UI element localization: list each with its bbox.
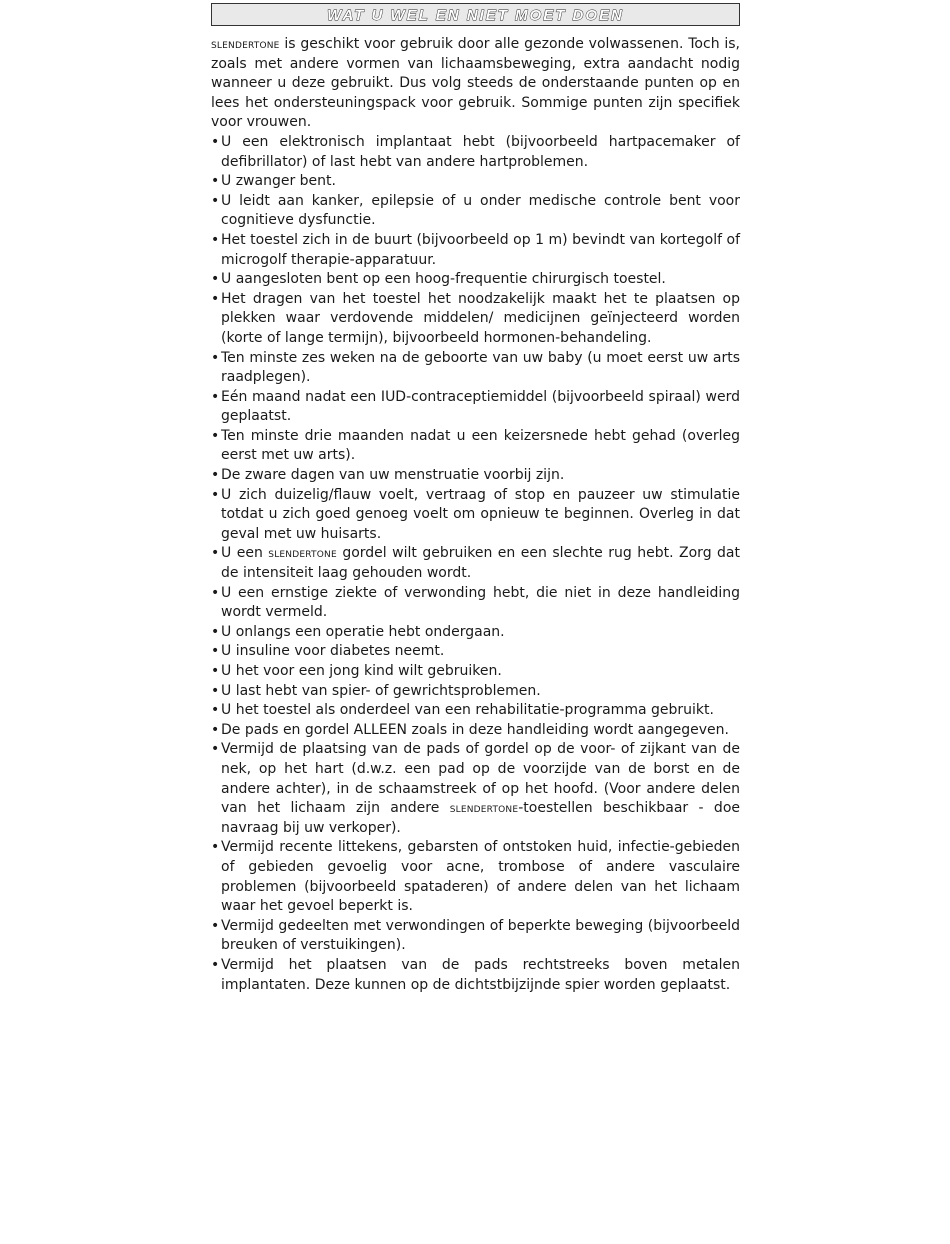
list-item: • U het toestel als onderdeel van een rehabilitatie-programma gebruikt. [211,701,740,721]
list-item: • U een ernstige ziekte of verwonding hebt, die niet in deze handleiding wordt vermeld. [211,584,740,621]
list-item: • U een elektronisch implantaat hebt (bijvoorbeeld hartpacemaker of defibrillator) of last hebt van andere hartproblemen. [211,133,740,170]
list-item: • U last hebt van spier- of gewrichtsproblemen. [211,682,740,702]
bullet-icon: • [211,584,220,601]
bullet-icon: • [211,290,220,307]
list-item: • U zich duizelig/flauw voelt, vertraag of stop en pauzeer uw stimulatie totdat u zich goed genoeg voelt om opnieuw te beginnen. Overleg in dat geval met uw huisarts. [211,486,740,542]
list-item: • U zwanger bent. [211,172,740,192]
list-item: • Ten minste zes weken na de geboorte van uw baby (u moet eerst uw arts raadplegen). [211,349,740,386]
list-item: • U het voor een jong kind wilt gebruiken. [211,662,740,682]
pad-placement-list [211,721,740,995]
brand-name: slendertone [449,801,519,817]
bullet-icon: • [211,388,220,405]
document-page [211,3,740,995]
list-item: • Ten minste drie maanden nadat u een keizersnede hebt gehad (overleg eerst met uw arts). [211,427,740,464]
bullet-icon: • [211,427,220,444]
list-item: • U leidt aan kanker, epilepsie of u onder medische controle bent voor cognitieve dysfunctie. [211,192,740,229]
list-item: • U insuline voor diabetes neemt. [211,642,740,662]
list-item: • Vermijd de plaatsing van de pads of gordel op de voor- of zijkant van de nek, op het hart (d.w.z. een pad op de voorzijde van de borst en de andere achter), in de schaamstreek of op het hoofd. (Voor andere delen van het lichaam zijn andere slendertone-toestellen beschikbaar - doe navraag bij uw verkoper). [211,741,740,836]
list-item: • U onlangs een operatie hebt ondergaan. [211,623,740,643]
bullet-icon: • [211,956,220,973]
brand-name: slendertone [268,546,337,562]
bullet-icon: • [211,741,220,758]
bullet-icon: • [211,839,220,856]
intro-text: is geschikt voor gebruik door alle gezonde volwassenen. Toch is, zoals met andere vormen van lichaamsbeweging, extra aandacht nodig wanneer u deze gebruikt. Dus volg steeds de onderstaande punten op en lees het ondersteuningspack voor gebruik. Sommige punten zijn specifiek voor vrouwen. [211,36,740,131]
bullet-icon: • [211,271,220,288]
bullet-icon: • [211,721,220,738]
bullet-icon: • [211,643,220,660]
brand-name: slendertone [211,37,280,52]
contraindications-list [211,133,740,349]
bullet-icon: • [211,663,220,679]
bullet-icon: • [211,467,220,484]
list-item: • De zware dagen van uw menstruatie voorbij zijn. [211,466,740,486]
bullet-icon: • [211,133,220,150]
list-item: • De pads en gordel ALLEEN zoals in deze handleiding wordt aangegeven. [211,721,740,741]
bullet-icon: • [211,486,220,503]
list-item: • Vermijd gedeelten met verwondingen of beperkte beweging (bijvoorbeeld breuken of verstuikingen). [211,917,740,954]
caution-list [211,486,740,721]
list-item: • Vermijd het plaatsen van de pads rechtstreeks boven metalen implantaten. Deze kunnen op de dichtstbijzijnde spier worden geplaatst. [211,956,740,993]
bullet-icon: • [211,231,220,248]
bullet-icon: • [211,545,220,562]
list-item: • Het dragen van het toestel het noodzakelijk maakt het te plaatsen op plekken waar verdovende middelen/ medicijnen geïnjecteerd worden (korte of lange termijn), bijvoorbeeld hormonen-behandeling. [211,290,740,346]
bullet-icon: • [211,682,220,699]
list-item: • Het toestel zich in de buurt (bijvoorbeeld op 1 m) bevindt van kortegolf of microgolf therapie-apparatuur. [211,231,740,268]
list-item: • U aangesloten bent op een hoog-frequentie chirurgisch toestel. [211,270,740,290]
list-item: • U een slendertone gordel wilt gebruiken en een slechte rug hebt. Zorg dat de intensiteit laag gehouden wordt. [211,545,741,582]
list-item: • Vermijd recente littekens, gebarsten of ontstoken huid, infectie-gebieden of gebieden gevoelig voor acne, trombose of andere vasculaire problemen (bijvoorbeeld spataderen) of andere delen van het lichaam waar het gevoel beperkt is. [211,839,740,915]
bullet-icon: • [211,349,220,366]
wait-until-list [211,349,740,486]
bullet-icon: • [211,192,220,209]
bullet-icon: • [211,623,220,640]
intro-paragraph [211,35,740,133]
bullet-icon: • [211,702,220,719]
list-item: • Eén maand nadat een IUD-contraceptiemiddel (bijvoorbeeld spiraal) werd geplaatst. [211,388,740,425]
bullet-icon: • [211,173,220,190]
page-title: WAT U WEL EN NIET MOET DOEN [211,3,740,26]
bullet-icon: • [211,917,220,934]
